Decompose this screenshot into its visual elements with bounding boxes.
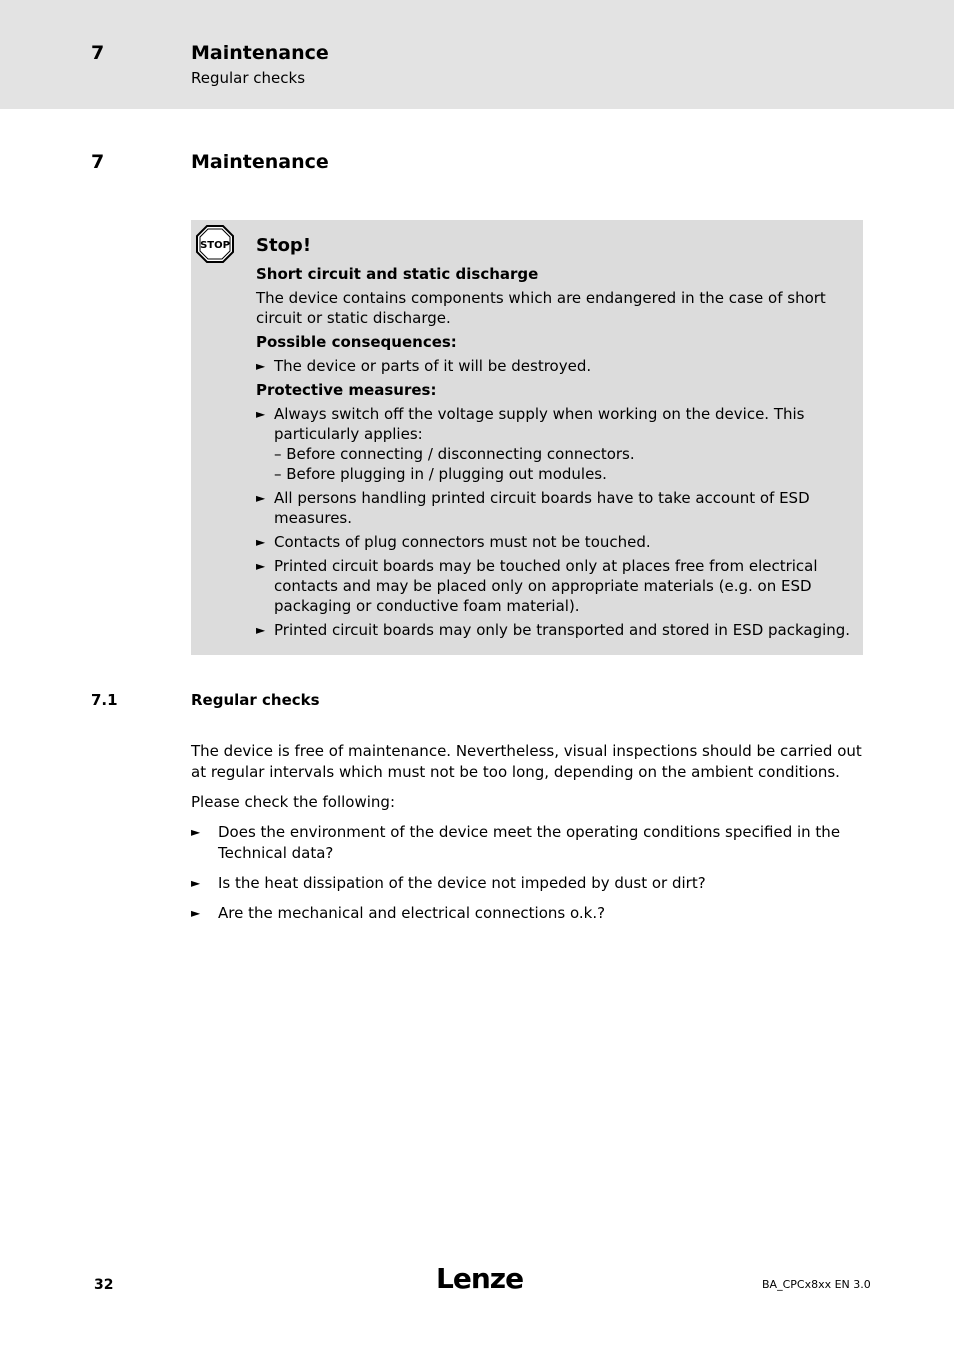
stop-subheading: Short circuit and static discharge (256, 265, 539, 283)
measure-item (256, 532, 856, 552)
consequences-label: Possible consequences: (256, 333, 457, 351)
lenze-logo: Lenze (436, 1262, 524, 1295)
triangle-bullet-icon: ► (191, 906, 201, 920)
paragraph: The device is free of maintenance. Nevertheless, visual inspections should be carried out at regular intervals which must not be too long, depending on the ambient conditions. (191, 742, 862, 781)
triangle-bullet-icon: ► (191, 825, 201, 839)
measures-label: Protective measures: (256, 381, 437, 399)
measure-text: Always switch off the voltage supply when working on the device. This particularly applies: (274, 405, 805, 443)
document-code: BA_CPCx8xx EN 3.0 (762, 1278, 871, 1291)
consequence-item (256, 356, 856, 376)
section-number: 7 (91, 151, 105, 173)
subsection-title: Regular checks (191, 691, 320, 709)
regular-checks-body (191, 741, 871, 933)
measure-dash-item: – Before plugging in / plugging out modules. (274, 465, 607, 483)
measure-text: Contacts of plug connectors must not be touched. (274, 533, 651, 551)
triangle-bullet-icon: ► (256, 359, 266, 373)
page-number: 32 (94, 1277, 114, 1293)
stop-icon-label: STOP (200, 240, 230, 251)
paragraph: Please check the following: (191, 793, 396, 811)
check-text: Is the heat dissipation of the device not impeded by dust or dirt? (218, 874, 706, 892)
header-chapter-number: 7 (91, 42, 105, 64)
measure-item (256, 620, 856, 640)
measure-text: Printed circuit boards may be touched only at places free from electrical contacts and may be placed only on appropriate materials (e.g. on ESD packaging or conductive foam material). (274, 557, 818, 615)
stop-sign-icon (196, 225, 234, 263)
check-item (191, 822, 871, 864)
check-text: Does the environment of the device meet the operating conditions specified in the Technical data? (218, 823, 841, 862)
check-item (191, 903, 871, 924)
check-text: Are the mechanical and electrical connections o.k.? (218, 904, 606, 922)
stop-warning-box (191, 220, 863, 655)
consequence-text: The device or parts of it will be destroyed. (274, 357, 592, 375)
section-title: Maintenance (191, 151, 329, 173)
measure-text: All persons handling printed circuit boards have to take account of ESD measures. (274, 489, 810, 527)
header-subtitle: Regular checks (191, 69, 306, 87)
running-header (0, 0, 954, 109)
measure-item (256, 556, 856, 616)
triangle-bullet-icon: ► (191, 876, 201, 890)
stop-heading: Stop! (256, 235, 312, 256)
measure-text: Printed circuit boards may only be transported and stored in ESD packaging. (274, 621, 851, 639)
subsection-number: 7.1 (91, 691, 118, 709)
measure-item (256, 488, 856, 528)
measure-dash-item: – Before connecting / disconnecting connectors. (274, 445, 635, 463)
triangle-bullet-icon: ► (256, 407, 266, 421)
triangle-bullet-icon: ► (256, 623, 266, 637)
stop-intro: The device contains components which are endangered in the case of short circuit or static discharge. (256, 289, 826, 327)
triangle-bullet-icon: ► (256, 559, 266, 573)
header-chapter-title: Maintenance (191, 42, 329, 64)
triangle-bullet-icon: ► (256, 535, 266, 549)
triangle-bullet-icon: ► (256, 491, 266, 505)
measure-item (256, 404, 856, 484)
check-item (191, 873, 871, 894)
